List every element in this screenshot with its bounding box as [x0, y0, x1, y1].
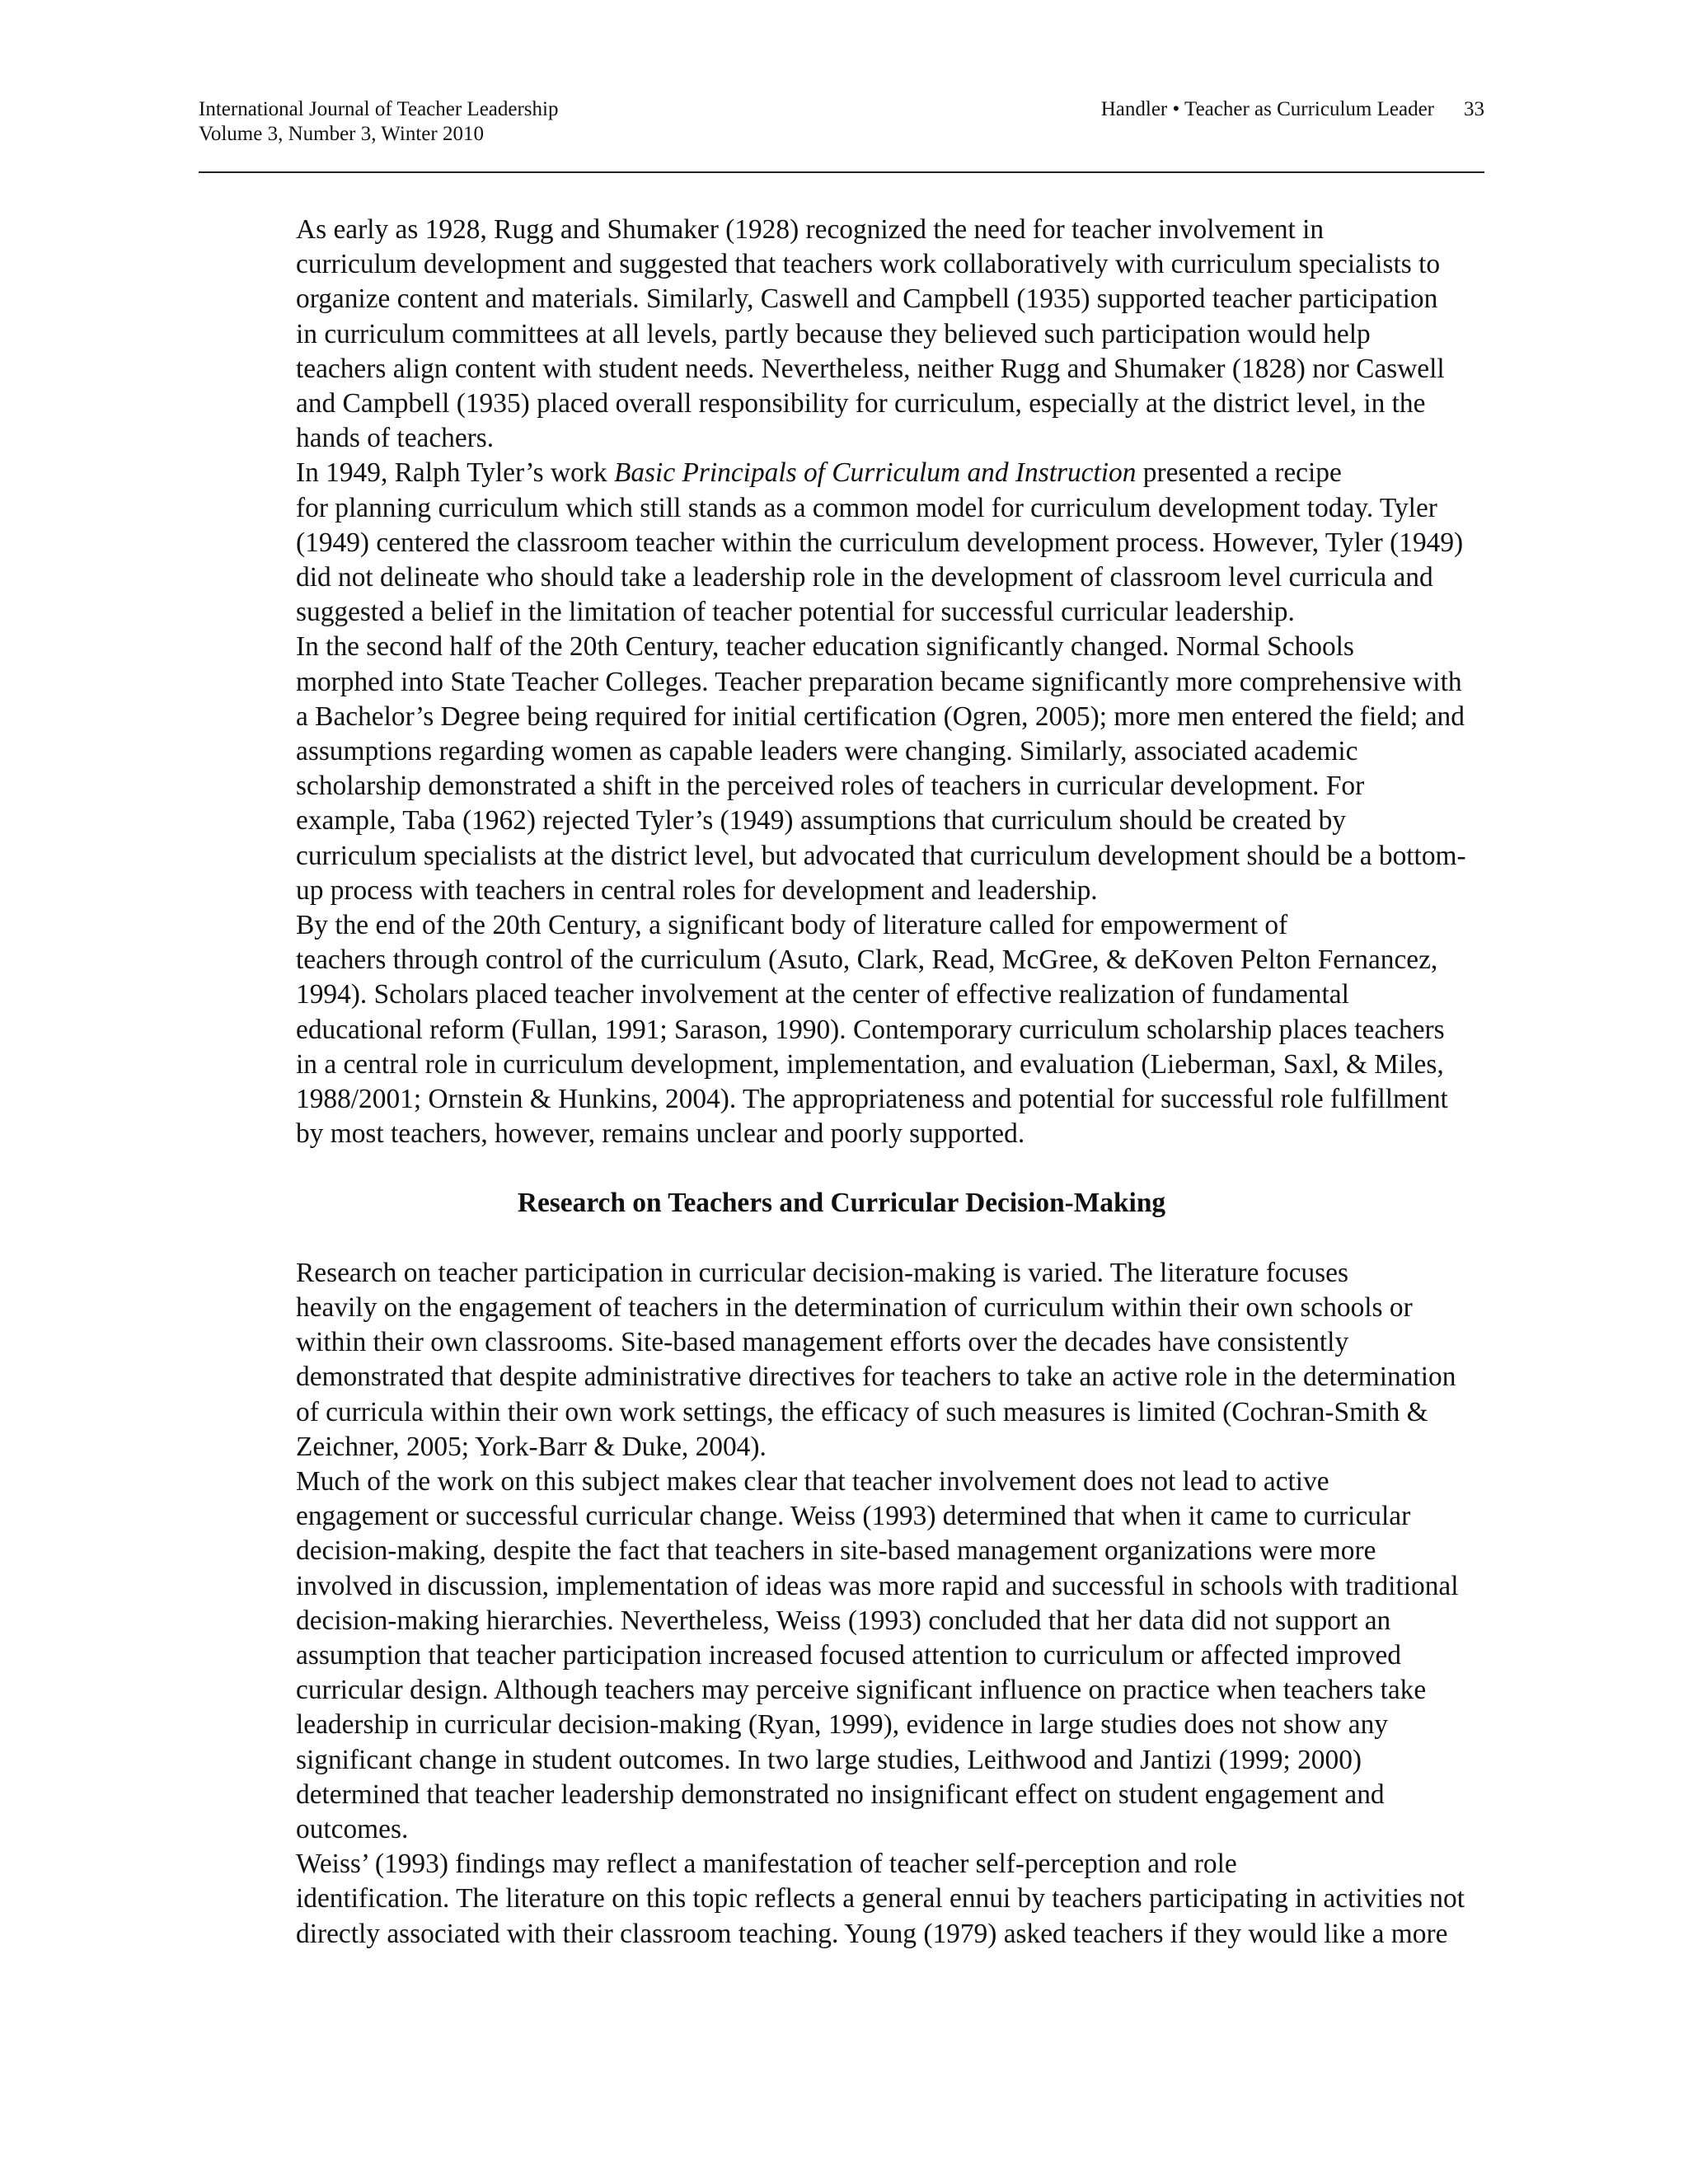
text-line: Much of the work on this subject makes clear that teacher involvement does not lead to active	[296, 1465, 1329, 1497]
paragraph-3	[199, 630, 1484, 908]
text-line: assumption that teacher participation increased focused attention to curriculum or affected improved	[296, 1639, 1402, 1671]
text-line: suggested a belief in the limitation of teacher potential for successful curricular leadership.	[296, 597, 1295, 628]
text-line: within their own classrooms. Site-based management efforts over the decades have consistently	[296, 1327, 1349, 1358]
text-line: of curricula within their own work settings, the efficacy of such measures is limited (Cochran-Smith &	[296, 1396, 1428, 1427]
text-line: scholarship demonstrated a shift in the perceived roles of teachers in curricular development. For	[296, 771, 1365, 802]
header-rule	[199, 171, 1484, 173]
paragraph-7	[199, 1847, 1484, 1952]
text-line: identification. The literature on this topic reflects a general ennui by teachers participating in activities not	[296, 1883, 1465, 1915]
text-line: in a central role in curriculum development, implementation, and evaluation (Lieberman, Saxl, & Miles,	[296, 1048, 1444, 1080]
text-line: up process with teachers in central roles for development and leadership.	[296, 874, 1098, 906]
text-line: teachers align content with student needs. Nevertheless, neither Rugg and Shumaker (1828) nor Caswell	[296, 353, 1445, 384]
text-line: involved in discussion, implementation of ideas was more rapid and successful in schools with traditional	[296, 1570, 1459, 1601]
text-line: and Campbell (1935) placed overall responsibility for curriculum, especially at the district level, in the	[296, 388, 1426, 419]
article-running-title	[1101, 97, 1484, 122]
text-line: by most teachers, however, remains unclear and poorly supported.	[296, 1118, 1025, 1150]
text-line: morphed into State Teacher Colleges. Teacher preparation became significantly more comprehensive with	[296, 666, 1462, 697]
page-number: 33	[1464, 98, 1484, 120]
text-line: in curriculum committees at all levels, partly because they believed such participation would help	[296, 318, 1371, 349]
running-header	[199, 97, 1484, 158]
text-line: teachers through control of the curriculum (Asuto, Clark, Read, McGree, & deKoven Pelton Fernancez,	[296, 944, 1438, 976]
text-line: In the second half of the 20th Century, teacher education significantly changed. Normal Schools	[296, 631, 1354, 663]
text-line: As early as 1928, Rugg and Shumaker (1928) recognized the need for teacher involvement in	[296, 214, 1325, 245]
text-line: 1994). Scholars placed teacher involvement at the center of effective realization of fundamental	[296, 979, 1349, 1010]
paragraph-2	[199, 456, 1484, 630]
text-line: 1988/2001; Ornstein & Hunkins, 2004). The appropriateness and potential for successful role fulfillment	[296, 1084, 1448, 1115]
text-line: engagement or successful curricular change. Weiss (1993) determined that when it came to curricular	[296, 1501, 1411, 1532]
paragraph-5	[199, 1256, 1484, 1465]
text-line: decision-making hierarchies. Nevertheless, Weiss (1993) concluded that her data did not support an	[296, 1605, 1391, 1636]
text-run: In 1949, Ralph Tyler’s work	[296, 457, 614, 489]
text-line: curriculum specialists at the district level, but advocated that curriculum development should be a bottom-	[296, 840, 1466, 871]
paragraph-6	[199, 1465, 1484, 1847]
text-line	[199, 456, 1484, 490]
text-line: Zeichner, 2005; York-Barr & Duke, 2004).	[296, 1431, 767, 1462]
text-line: curriculum development and suggested that teachers work collaboratively with curriculum specialists to	[296, 249, 1441, 280]
text-line: example, Taba (1962) rejected Tyler’s (1949) assumptions that curriculum should be created by	[296, 805, 1346, 837]
paragraph-4	[199, 908, 1484, 1151]
text-line: leadership in curricular decision-making (Ryan, 1999), evidence in large studies does not show any	[296, 1709, 1388, 1741]
text-line: organize content and materials. Similarly, Caswell and Campbell (1935) supported teacher participation	[296, 284, 1438, 315]
text-line: decision-making, despite the fact that teachers in site-based management organizations were more	[296, 1535, 1376, 1567]
journal-title: International Journal of Teacher Leadership	[199, 98, 559, 120]
article-body	[199, 213, 1484, 1952]
text-line: significant change in student outcomes. In two large studies, Leithwood and Jantizi (1999; 2000)	[296, 1744, 1362, 1775]
running-title: Handler • Teacher as Curriculum Leader	[1100, 98, 1434, 120]
document-page	[199, 97, 1484, 1949]
paragraph-1	[199, 213, 1484, 456]
text-line: (1949) centered the classroom teacher within the curriculum development process. However, Tyler (1949)	[296, 527, 1464, 558]
text-line: Research on teacher participation in curricular decision-making is varied. The literature focuses	[296, 1257, 1348, 1288]
book-title: Basic Principals of Curriculum and Instruction	[613, 457, 1137, 489]
text-line: heavily on the engagement of teachers in the determination of curriculum within their own schools or	[296, 1291, 1413, 1323]
text-line: determined that teacher leadership demonstrated no insignificant effect on student engagement and	[296, 1779, 1385, 1810]
text-line: directly associated with their classroom teaching. Young (1979) asked teachers if they would like a more	[296, 1918, 1448, 1949]
text-line: a Bachelor’s Degree being required for initial certification (Ogren, 2005); more men entered the field; and	[296, 701, 1465, 732]
text-line: curricular design. Although teachers may perceive significant influence on practice when teachers take	[296, 1675, 1427, 1706]
journal-info	[199, 97, 559, 147]
text-line: By the end of the 20th Century, a significant body of literature called for empowerment of	[296, 910, 1288, 941]
section-heading: Research on Teachers and Curricular Decision-Making	[517, 1188, 1166, 1219]
text-line: did not delineate who should take a leadership role in the development of classroom level curricula and	[296, 562, 1433, 593]
text-line: educational reform (Fullan, 1991; Sarason, 1990). Contemporary curriculum scholarship places teachers	[296, 1014, 1445, 1045]
text-run: presented a recipe	[1136, 457, 1342, 489]
text-line: hands of teachers.	[296, 423, 495, 454]
text-line: assumptions regarding women as capable leaders were changing. Similarly, associated academic	[296, 736, 1358, 767]
text-line: demonstrated that despite administrative directives for teachers to take an active role in the determination	[296, 1361, 1456, 1393]
text-line: outcomes.	[296, 1813, 409, 1844]
text-line: Weiss’ (1993) findings may reflect a manifestation of teacher self-perception and role	[296, 1849, 1237, 1880]
text-line: for planning curriculum which still stands as a common model for curriculum development today. Tyler	[296, 492, 1437, 523]
journal-volume: Volume 3, Number 3, Winter 2010	[199, 123, 484, 145]
